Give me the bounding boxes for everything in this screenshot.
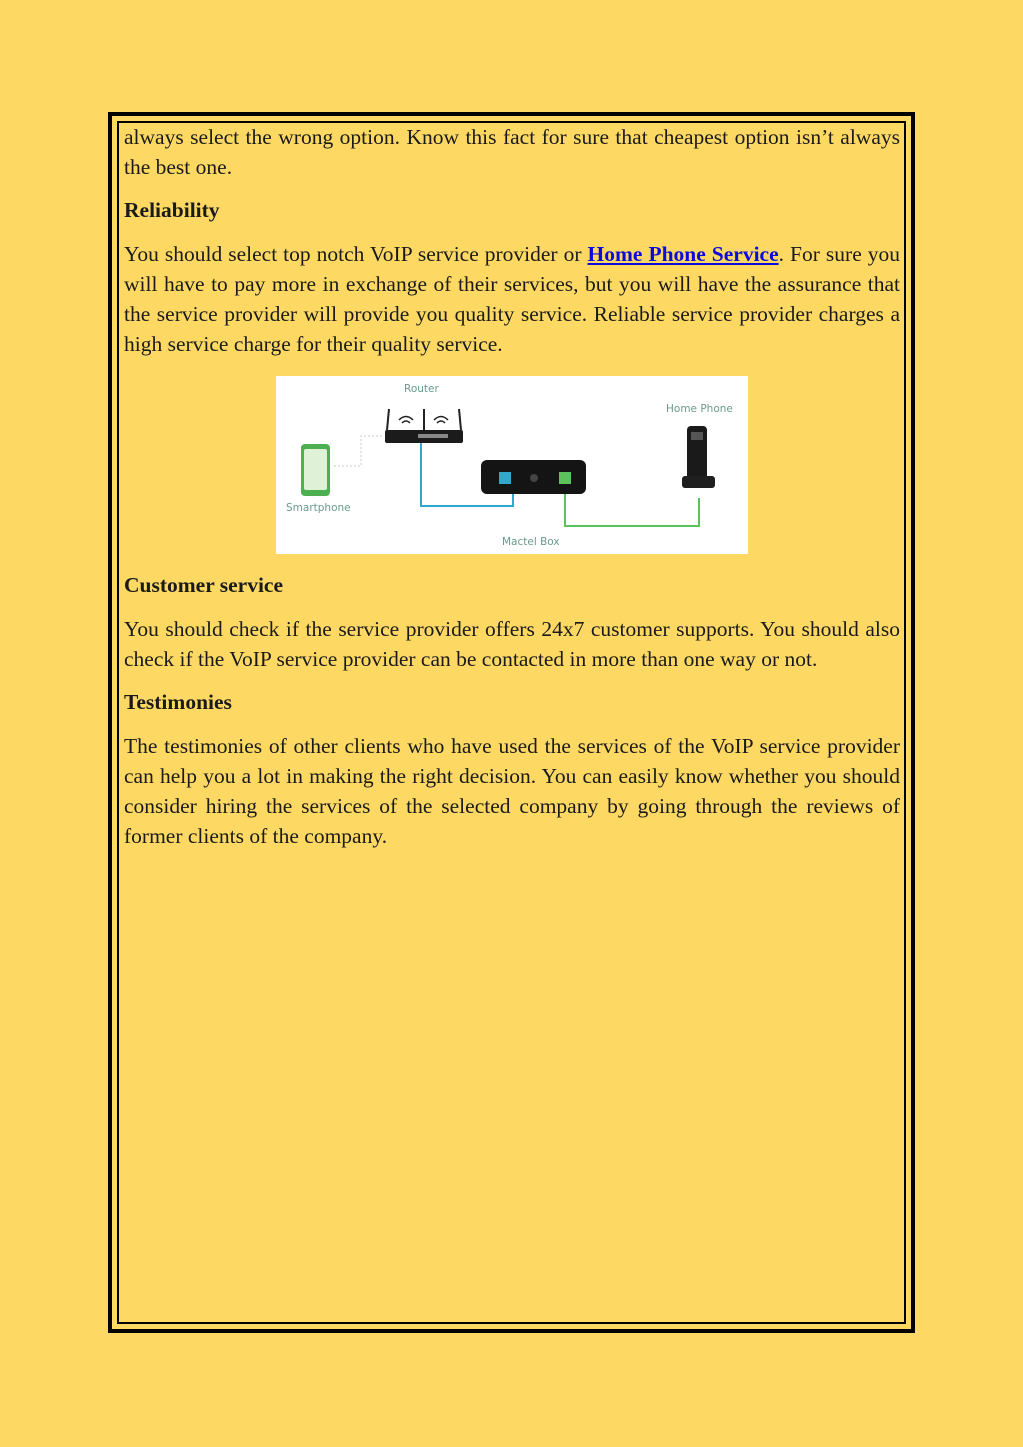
heading-testimonies: Testimonies (124, 690, 232, 714)
home-phone-label: Home Phone (666, 403, 733, 415)
smartphone-label: Smartphone (286, 502, 351, 514)
heading-customer-service: Customer service (124, 573, 284, 597)
voip-setup-diagram (276, 376, 748, 554)
wifi-icon-left (399, 417, 413, 424)
reliability-paragraph (124, 239, 900, 359)
reliability-text-after: . For sure you will have to pay more in exchange of their services, but you will have the assurance that the service provider will provide you quality service. Reliable service provider charges a high service charge for their quality service. (124, 242, 900, 356)
heading-reliability: Reliability (124, 198, 220, 222)
customer-service-paragraph: You should check if the service provider offers 24x7 customer supports. You should also check if the VoIP service provider can be contacted in more than one way or not. (124, 617, 900, 671)
router-label: Router (404, 383, 439, 395)
document-body (124, 122, 900, 851)
reliability-text-before: You should select top notch VoIP service provider or (124, 242, 588, 266)
mactel-box-label: Mactel Box (502, 536, 560, 548)
intro-paragraph: always select the wrong option. Know this fact for sure that cheapest option isn’t always the best one. (124, 125, 900, 179)
testimonies-paragraph: The testimonies of other clients who have used the services of the VoIP service provider can help you a lot in making the right decision. You can easily know whether you should consider hiring the services of the selected company by going through the reviews of former clients of the company. (124, 734, 900, 848)
home-phone-service-link[interactable]: Home Phone Service (587, 242, 779, 266)
wifi-icon-right (434, 417, 448, 424)
